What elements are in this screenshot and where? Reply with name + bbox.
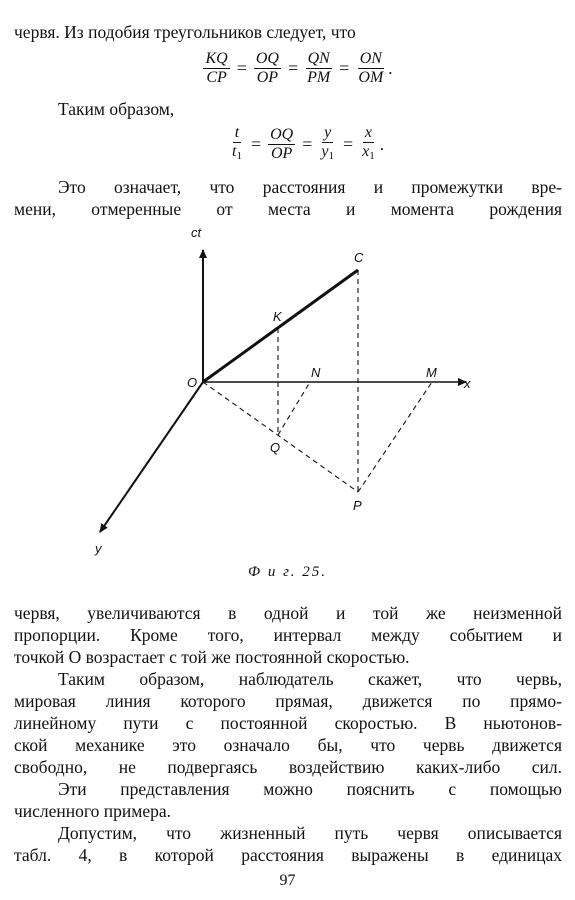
equals-sign: = <box>302 134 313 154</box>
fraction <box>230 124 244 165</box>
text-line: Таким образом, <box>58 99 175 119</box>
fraction <box>203 50 229 87</box>
denominator: $y_1$ <box>321 143 334 162</box>
denominator: PM <box>307 69 331 86</box>
denominator: $x_1$ <box>362 143 375 162</box>
equation-proportion <box>0 124 575 165</box>
equals-sign: = <box>250 134 262 154</box>
numerator: OQ <box>270 126 294 143</box>
label-M: M <box>426 365 437 380</box>
equals-sign: = <box>342 134 354 154</box>
numerator: ON <box>359 50 382 67</box>
text-line: червя. Из подобия треугольников следует, что <box>14 22 356 42</box>
world-line <box>203 270 358 382</box>
numerator: t <box>234 124 240 141</box>
P-M-line <box>358 382 432 492</box>
period: . <box>388 58 393 78</box>
numerator: y <box>324 124 332 141</box>
text-line: свободно, не подвергаясь воздействию каких-либо сил. <box>14 757 562 777</box>
text-line: мени, отмеренные от места и момента рождения <box>14 199 562 219</box>
page-number: 97 <box>279 872 296 889</box>
text-line: линейному пути с постоянной скоростью. В ньютонов- <box>14 713 562 733</box>
label-Q: Q <box>270 440 281 455</box>
equation-similarity <box>0 50 575 87</box>
text-line: червя, увеличиваются в одной и той же неизменной <box>14 603 562 623</box>
label-y: y <box>95 541 102 556</box>
numerator: OQ <box>255 50 279 67</box>
fraction <box>360 124 377 165</box>
fraction <box>356 50 385 87</box>
text-line: мировая линия которого прямая, движется по прямо- <box>14 691 562 711</box>
text-line: Таким образом, наблюдатель скажет, что червь, <box>58 669 562 689</box>
equals-sign: = <box>339 58 350 78</box>
equals-sign: = <box>236 58 247 78</box>
label-O: O <box>187 375 198 390</box>
y-axis <box>100 382 203 532</box>
equals-sign: = <box>287 58 299 78</box>
fraction <box>254 50 281 87</box>
label-x: x <box>464 376 471 391</box>
O-P-line <box>203 382 358 492</box>
text-line: пропорции. Кроме того, интервал между событием и <box>14 625 562 645</box>
projection-lines <box>203 270 432 492</box>
denominator: OP <box>256 69 279 86</box>
denominator: OM <box>358 69 384 86</box>
label-P: P <box>353 498 362 513</box>
figure-caption: Ф и г. 25. <box>248 564 327 580</box>
numerator: KQ <box>205 50 228 67</box>
text-line: ской механике это означало бы, что червь движется <box>14 735 562 755</box>
text-line: Эти представления можно пояснить с помощью <box>58 779 562 799</box>
denominator: CP <box>206 69 227 86</box>
period: . <box>379 134 384 154</box>
numerator: x <box>364 124 372 141</box>
denominator: OP <box>271 145 293 162</box>
label-ct: ct <box>191 225 202 240</box>
denominator: $t_1$ <box>232 143 242 162</box>
text-line: Это означает, что расстояния и промежутки вре- <box>58 177 562 197</box>
fraction <box>319 124 336 165</box>
label-C: C <box>354 250 364 265</box>
Q-N-line <box>278 382 310 435</box>
label-K: K <box>273 309 282 324</box>
fraction <box>305 50 332 87</box>
text-line: численного примера. <box>14 801 171 821</box>
text-line: табл. 4, в которой расстояния выражены в единицах <box>14 845 562 865</box>
numerator: QN <box>307 50 330 67</box>
fraction <box>268 126 295 163</box>
label-N: N <box>311 365 321 380</box>
text-line: Допустим, что жизненный путь червя описывается <box>58 823 562 843</box>
text-line: точкой O возрастает с той же постоянной скоростью. <box>14 647 410 667</box>
figure-25-diagram <box>60 220 520 560</box>
